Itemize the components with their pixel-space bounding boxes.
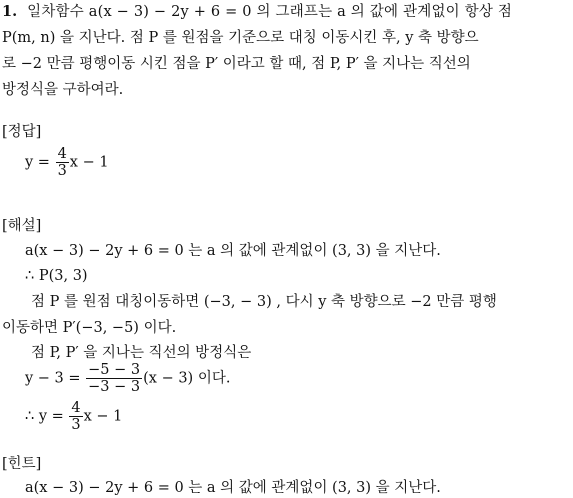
question-line-1 bbox=[2, 2, 512, 22]
answer-fraction-denominator: 3 bbox=[57, 163, 67, 179]
hint-header: [힌트] bbox=[2, 456, 42, 472]
hint-line-1: a(x − 3) − 2y + 6 = 0 는 a 의 값에 관계없이 (3, 3) 을 지난다. bbox=[25, 480, 441, 496]
result-fraction bbox=[69, 400, 82, 433]
answer-header: [정답] bbox=[2, 124, 42, 140]
question-number: 1. bbox=[2, 3, 18, 20]
solution-line-1: a(x − 3) − 2y + 6 = 0 는 a 의 값에 관계없이 (3, 3) 을 지난다. bbox=[25, 243, 441, 259]
slope-fraction-denominator: −3 − 3 bbox=[88, 379, 141, 395]
result-fraction-numerator: 4 bbox=[71, 400, 81, 416]
solution-line-5: 점 P, P′ 을 지나는 직선의 방정식은 bbox=[31, 345, 252, 361]
question-line-3: 로 −2 만큼 평행이동 시킨 점을 P′ 이라고 할 때, 점 P, P′ 을 지나는 직선의 bbox=[2, 56, 471, 72]
solution-line-7-rhs: x − 1 bbox=[83, 408, 123, 425]
solution-line-4: 이동하면 P′(−3, −5) 이다. bbox=[2, 320, 177, 336]
solution-line-6 bbox=[25, 362, 230, 395]
solution-line-7-lhs: ∴ y = bbox=[25, 408, 64, 425]
answer-rhs: x − 1 bbox=[69, 154, 109, 171]
slope-fraction bbox=[86, 362, 142, 395]
solution-header: [해설] bbox=[2, 218, 42, 234]
solution-line-3: 점 P 를 원점 대칭이동하면 (−3, − 3) , 다시 y 축 방향으로 −2 만큼 평행 bbox=[31, 294, 497, 310]
answer-lhs: y = bbox=[25, 154, 50, 171]
question-line-4: 방정식을 구하여라. bbox=[2, 82, 124, 98]
question-text-1: 일차함수 a(x − 3) − 2y + 6 = 0 의 그래프는 a 의 값에 관계없이 항상 점 bbox=[27, 4, 513, 20]
solution-line-6-lhs: y − 3 = bbox=[25, 370, 81, 387]
slope-fraction-numerator: −5 − 3 bbox=[88, 362, 141, 378]
result-fraction-denominator: 3 bbox=[71, 417, 81, 433]
solution-line-7 bbox=[25, 400, 122, 433]
answer-equation bbox=[25, 146, 109, 179]
answer-fraction bbox=[56, 146, 69, 179]
solution-line-2: ∴ P(3, 3) bbox=[25, 268, 88, 284]
question-line-2: P(m, n) 을 지난다. 점 P 를 원점을 기준으로 대칭 이동시킨 후, y 축 방향으 bbox=[2, 30, 479, 46]
solution-line-6-rhs: (x − 3) 이다. bbox=[143, 370, 231, 387]
answer-fraction-numerator: 4 bbox=[57, 146, 67, 162]
